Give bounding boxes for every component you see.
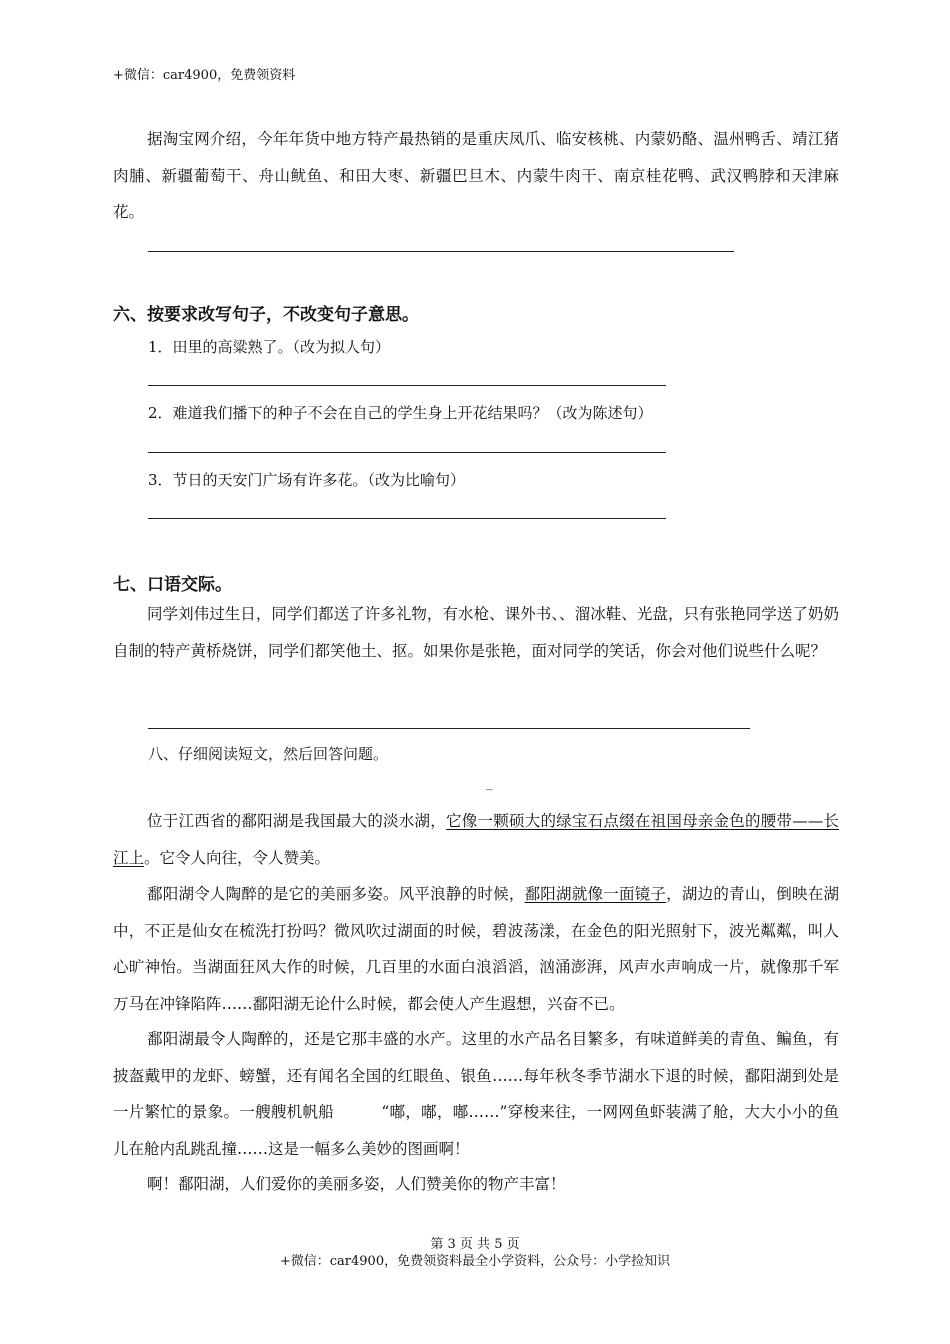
passage-paragraph-1 [113,803,839,876]
section-7-title: 七、口语交际。 [113,575,232,595]
answer-line [148,251,734,252]
answer-line [148,385,666,386]
passage-title-mark: _ [486,776,493,791]
answer-line [148,452,666,453]
rewrite-item-3: 3．节日的天安门广场有许多花。（改为比喻句） [148,471,466,489]
p2-text: 鄱阳湖令人陶醉的是它的美丽多姿。风平浪静的时候， [147,885,525,903]
p2-underlined-phrase: 鄱阳湖就像一面镜子 [524,885,667,903]
passage-paragraph-3: 鄱阳湖最令人陶醉的，还是它那丰盛的水产。这里的水产品名目繁多，有味道鲜美的青鱼、鳊鱼，有披盔戴甲的龙虾、螃蟹，还有闻名全国的红眼鱼、银鱼……每年秋冬季节湖水下退的时候，鄱阳湖到处是一片繁忙的景象。一艘艘机帆船 “嘟，嘟，嘟……”穿梭来往，一网网鱼虾装满了舱，大大小小的鱼儿在舱内乱跳乱撞……这是一幅多么美妙的图画啊！ [113,1030,839,1158]
section-7-paragraph: 同学刘伟过生日，同学们都送了许多礼物，有水枪、课外书、、溜冰鞋、光盘，只有张艳同学送了奶奶自制的特产黄桥烧饼，同学们都笑他土、抠。如果你是张艳，面对同学的笑话，你会对他们说些什么呢？ [113,605,839,660]
rewrite-item-1: 1．田里的高粱熟了。（改为拟人句） [148,338,391,356]
answer-line [148,728,750,729]
p1-underlined-sentence: 它像一颗硕大的绿宝石点缀在祖国母亲金色的腰带——长江上 [113,812,839,867]
header-text: +微信：car4900，免费领资料 [113,68,296,83]
passage-paragraph-4: 啊！鄱阳湖，人们爱你的美丽多姿，人们赞美你的物产丰富！ [147,1175,566,1193]
section-8-title: 八、仔细阅读短文，然后回答问题。 [148,745,389,763]
p2-text-end: ，湖边的青山，倒映在湖中，不正是仙女在梳洗打扮吗？微风吹过湖面的时候，碧波荡漾，在金色的阳光照射下，波光粼粼，叫人心旷神怡。当湖面狂风大作的时候，几百里的水面白浪滔滔，汹涌澎湃，风声水声响成一片，就像那千军万马在冲锋陷阵……鄱阳湖无论什么时候，都会使人产生遐想，兴奋不已。 [113,885,839,1013]
passage-paragraph-2 [113,876,839,1022]
section-6-title: 六、按要求改写句子，不改变句子意思。 [113,305,419,325]
p1-text-end: 。它令人向往，令人赞美。 [144,848,331,867]
answer-line [148,518,666,519]
page-number: 第 3 页 共 5 页 [430,1237,520,1252]
intro-paragraph: 据淘宝网介绍，今年年货中地方特产最热销的是重庆凤爪、临安核桃、内蒙奶酪、温州鸭舌、靖江猪肉脯、新疆葡萄干、舟山鱿鱼、和田大枣、新疆巴旦木、内蒙牛肉干、南京桂花鸭、武汉鸭脖和天津麻花。 [113,130,839,221]
footer-text: +微信：car4900，免费领资料最全小学资料，公众号：小学捡知识 [279,1254,671,1269]
p1-text: 位于江西省的鄱阳湖是我国最大的淡水湖， [147,812,447,830]
rewrite-item-2: 2．难道我们播下的种子不会在自己的学生身上开花结果吗？（改为陈述句） [148,404,653,422]
